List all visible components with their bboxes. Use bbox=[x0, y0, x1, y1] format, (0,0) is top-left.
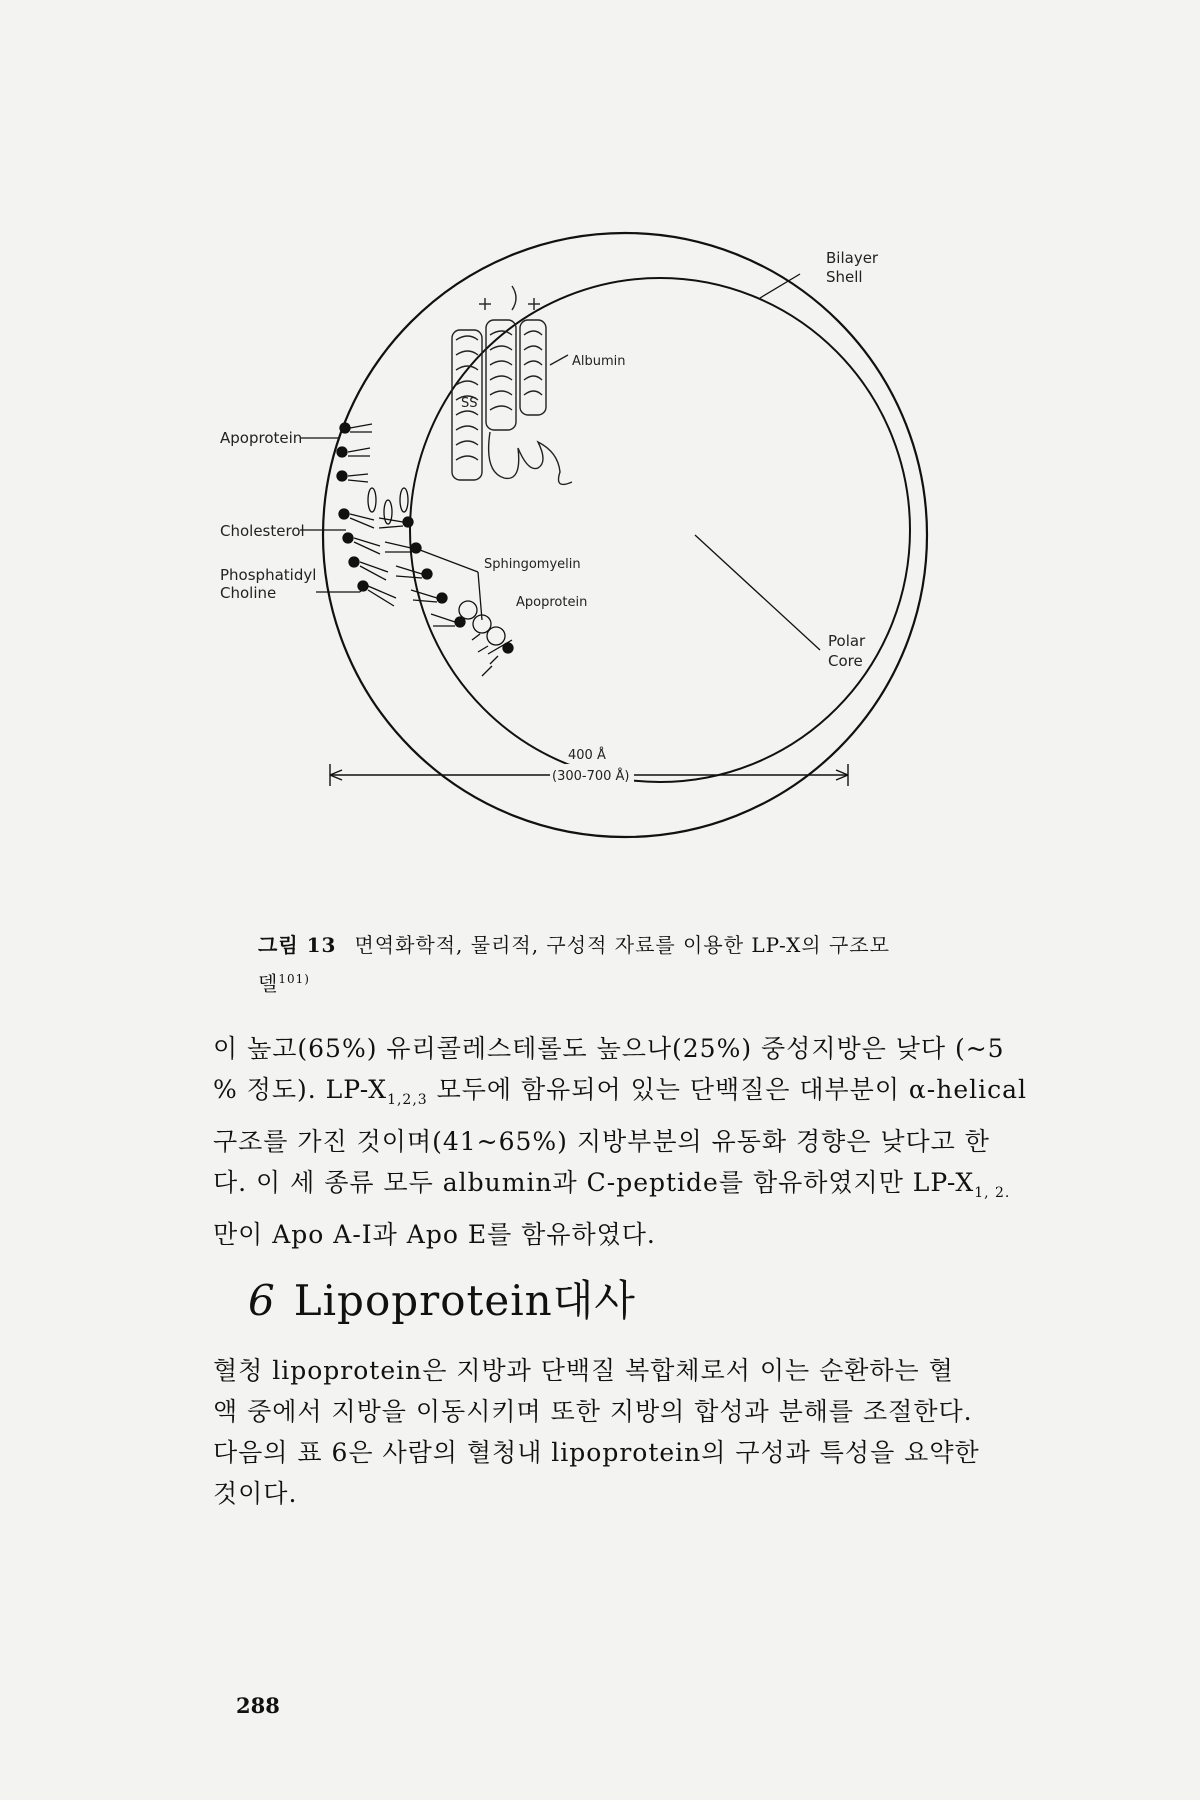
caption-text: 면역화학적, 물리적, 구성적 자료를 이용한 LP-X의 구조모 bbox=[354, 933, 890, 957]
scale-size-label: 400 Å bbox=[568, 748, 606, 763]
inner-core-circle bbox=[410, 278, 910, 782]
albumin-structure bbox=[452, 286, 572, 484]
p1-line3: 구조를 가진 것이며(41~65%) 지방부분의 유동화 경향은 낮다고 한 bbox=[213, 1127, 990, 1156]
p2-line2: 액 중에서 지방을 이동시키며 또한 지방의 합성과 분해를 조절한다. bbox=[213, 1397, 973, 1426]
ss-label: SS bbox=[461, 396, 478, 411]
albumin-label: Albumin bbox=[572, 354, 626, 369]
paragraph-1 bbox=[213, 1028, 1033, 1255]
phosphatidyl-label: Phosphatidyl bbox=[220, 566, 317, 584]
p1-line2-sub: 1,2,3 bbox=[387, 1092, 428, 1108]
p1-line2 bbox=[213, 1069, 1033, 1121]
section-number: 6 bbox=[248, 1276, 276, 1325]
lp-x-diagram bbox=[220, 170, 1060, 990]
p2-line3: 다음의 표 6은 사람의 혈청내 lipoprotein의 구성과 특성을 요약한 bbox=[213, 1438, 980, 1467]
sphingomyelin-label: Sphingomyelin bbox=[484, 557, 581, 572]
phospholipid-bilayer bbox=[337, 423, 513, 676]
p1-line2-b: 모두에 함유되어 있는 단백질은 대부분이 α-helical bbox=[427, 1075, 1028, 1104]
choline-label: Choline bbox=[220, 584, 277, 602]
paragraph-2 bbox=[213, 1350, 1033, 1514]
outer-shell-circle bbox=[323, 233, 927, 837]
apoprotein-label-left: Apoprotein bbox=[220, 429, 303, 447]
core-label: Core bbox=[828, 652, 863, 670]
p2-line1: 혈청 lipoprotein은 지방과 단백질 복합체로서 이는 순환하는 혈 bbox=[213, 1356, 954, 1385]
p1-line4-sub: 1, 2. bbox=[974, 1185, 1011, 1201]
figure-number: 그림 13 bbox=[258, 933, 337, 957]
polar-label: Polar bbox=[828, 632, 866, 650]
p2-line4: 것이다. bbox=[213, 1479, 298, 1508]
p1-line5: 만이 Apo A-Ⅰ과 Apo E를 함유하였다. bbox=[213, 1220, 656, 1249]
shell-label: Shell bbox=[826, 268, 863, 286]
caption-reference: 101) bbox=[278, 972, 310, 986]
bilayer-label: Bilayer bbox=[826, 249, 879, 267]
cholesterol-label: Cholesterol bbox=[220, 522, 305, 540]
p1-line1: 이 높고(65%) 유리콜레스테롤도 높으나(25%) 중성지방은 낮다 (~5 bbox=[213, 1034, 1005, 1063]
section-title: Lipoprotein대사 bbox=[293, 1276, 636, 1325]
p1-line4-a: 다. 이 세 종류 모두 albumin과 C-peptide를 함유하였지만 LP-X bbox=[213, 1168, 975, 1197]
scale-range-label: (300-700 Å) bbox=[552, 769, 630, 784]
apoprotein-label-inner: Apoprotein bbox=[516, 595, 588, 610]
caption-line2 bbox=[258, 962, 1028, 1001]
caption-text-line2: 델 bbox=[258, 971, 279, 996]
section-heading bbox=[248, 1268, 636, 1328]
p1-line4 bbox=[213, 1162, 1033, 1214]
p1-line2-a: % 정도). LP-X bbox=[213, 1075, 388, 1104]
lp-x-structure-figure bbox=[220, 170, 1060, 990]
page-number: 288 bbox=[236, 1693, 280, 1718]
figure-caption bbox=[258, 928, 1028, 1001]
